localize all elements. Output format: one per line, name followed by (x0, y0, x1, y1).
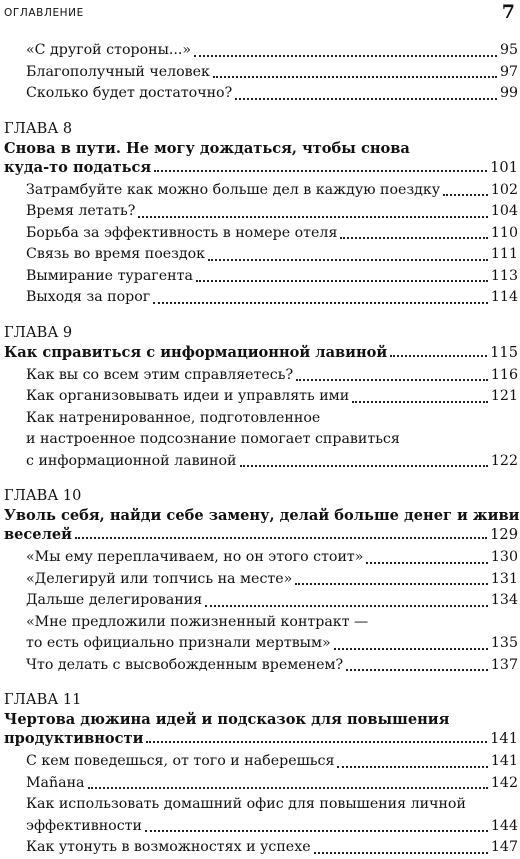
toc-entry-page: 121 (490, 388, 518, 404)
chapter-title-line: веселей (4, 526, 72, 543)
intro-entries (0, 40, 520, 105)
toc-entry-title: Борьба за эффективность в номере отеля (26, 224, 338, 241)
toc-entry-title: С кем поведешься, от того и наберешься (26, 753, 335, 769)
leader-dots (205, 604, 488, 607)
leader-dots (443, 193, 488, 196)
toc-entry (0, 287, 520, 309)
toc-entry-title: «Мы ему переплачиваем, но он этого стоит» (26, 549, 364, 565)
toc-entry-page: 99 (499, 85, 518, 101)
toc-entry (0, 223, 520, 245)
toc-entry-page: 102 (490, 181, 518, 198)
toc-entry-title: Вымирание турагента (26, 267, 193, 284)
leader-dots (334, 647, 488, 650)
toc-entry-title: «Делегируй или топчись на месте» (26, 570, 293, 587)
chapter-label: ГЛАВА 8 (4, 120, 73, 137)
toc-entry (0, 408, 520, 473)
toc-entry (0, 751, 520, 773)
leader-dots (240, 464, 488, 467)
chapter-title-line: Снова в пути. Не могу дождаться, чтобы снова (4, 139, 410, 157)
toc-entry (0, 180, 520, 202)
toc-entry-page: 116 (490, 366, 518, 383)
chapter-title-line: Как справиться с информационной лавиной (4, 343, 388, 361)
leader-dots (146, 740, 487, 743)
toc-entry (0, 244, 520, 266)
toc-entry-page: 111 (490, 246, 518, 262)
leader-dots (213, 75, 497, 78)
toc-entry-title: Связь во время поездок (26, 246, 206, 262)
chapter-title-line: куда-то податься (4, 158, 152, 176)
toc-entry-page: 147 (490, 839, 518, 855)
toc-entry-title: Сколько будет достаточно? (26, 85, 233, 101)
chapter-page: 101 (490, 158, 518, 176)
toc-entry (0, 266, 520, 288)
leader-dots (337, 765, 488, 768)
chapter-page: 141 (490, 730, 518, 747)
chapter-page: 129 (490, 526, 518, 543)
toc-entry-title: Дальше делегирования (26, 592, 203, 608)
toc-entry-page: 137 (490, 656, 518, 673)
toc-entry (0, 612, 520, 655)
chapter-10 (0, 486, 520, 676)
chapter-title-line: продуктивности (4, 730, 144, 747)
toc-entry-page: 113 (490, 267, 518, 284)
chapter-label: ГЛАВА 9 (4, 324, 73, 341)
leader-dots (352, 400, 488, 403)
leader-dots (138, 215, 488, 218)
toc-entry (0, 365, 520, 387)
toc-entry-title: Выходя за порог (26, 289, 151, 305)
toc-entry-page: 122 (490, 452, 518, 469)
toc-entry (0, 201, 520, 223)
chapter-label: ГЛАВА 10 (4, 488, 82, 504)
toc-entry (0, 569, 520, 591)
toc-entry-page: 97 (499, 63, 518, 80)
toc-entry-title: Затрамбуйте как можно больше дел в каждую поездку (26, 181, 441, 198)
chapter-8 (0, 119, 520, 309)
toc-entry (0, 40, 520, 62)
toc-entry-title: Маñана (26, 774, 85, 791)
toc-entry-page: 95 (499, 42, 518, 58)
toc-entry-page: 135 (490, 635, 518, 651)
toc-entry-page: 142 (490, 774, 518, 791)
toc-entry-title-line: «Мне предложили пожизненный контракт — (26, 613, 369, 630)
leader-dots (145, 829, 488, 832)
table-of-contents (0, 40, 520, 859)
toc-entry-page: 141 (490, 753, 518, 769)
chapter-11 (0, 690, 520, 859)
toc-entry-page: 110 (490, 224, 518, 241)
toc-entry (0, 386, 520, 408)
toc-entry-title: Как организовывать идеи и управлять ими (26, 388, 350, 404)
toc-entry-title-line: с информационной лавиной (26, 452, 237, 469)
leader-dots (196, 279, 488, 282)
toc-entry (0, 655, 520, 677)
leader-dots (296, 378, 488, 381)
toc-entry-page: 131 (490, 570, 518, 587)
leader-dots (153, 301, 488, 304)
chapter-title (0, 506, 520, 544)
toc-entry-title-line: и настроенное подсознание помогает справиться (26, 431, 400, 447)
chapter-title (0, 139, 520, 177)
toc-entry (0, 837, 520, 859)
toc-entry-title: Благополучный человек (26, 63, 210, 80)
leader-dots (88, 786, 488, 789)
leader-dots (390, 354, 487, 357)
leader-dots (366, 561, 487, 564)
chapter-title-line: Чертова дюжина идей и подсказок для повышения (4, 711, 450, 728)
leader-dots (314, 851, 488, 854)
toc-entry-page: 134 (490, 592, 518, 608)
toc-entry-title-line: Как использовать домашний офис для повышения личной (26, 796, 466, 812)
toc-entry-title: Что делать с высвобожденным временем? (26, 656, 344, 673)
leader-dots (208, 258, 488, 261)
leader-dots (295, 582, 488, 585)
chapter-page: 115 (490, 343, 518, 361)
chapter-title-line: Уволь себя, найди себе замену, делай больше денег и живи (4, 507, 520, 524)
toc-entry (0, 62, 520, 84)
toc-entry-title: Как утонуть в возможностях и успехе (26, 839, 311, 855)
leader-dots (346, 668, 488, 671)
toc-entry-title: «С другой стороны...» (26, 42, 192, 58)
toc-entry-page: 144 (490, 817, 518, 834)
toc-entry-page: 130 (490, 549, 518, 565)
running-header: ОГЛАВЛЕНИЕ (4, 7, 84, 19)
toc-entry (0, 547, 520, 569)
chapter-title (0, 343, 520, 362)
page-number: 7 (501, 1, 515, 23)
toc-entry-page: 104 (490, 203, 518, 219)
toc-entry (0, 794, 520, 837)
chapter-label: ГЛАВА 11 (4, 692, 82, 708)
chapter-9 (0, 323, 520, 473)
toc-entry (0, 773, 520, 795)
toc-entry (0, 590, 520, 612)
toc-entry-title: Время летать? (26, 203, 136, 219)
toc-entry-title-line: то есть официально признали мертвым» (26, 635, 331, 651)
toc-entry-title: Как вы со всем этим справляетесь? (26, 366, 294, 383)
toc-entry-title-line: эффективности (26, 817, 142, 834)
toc-entry (0, 83, 520, 105)
leader-dots (154, 169, 487, 172)
leader-dots (235, 97, 497, 100)
leader-dots (194, 54, 497, 57)
chapter-title (0, 710, 520, 748)
leader-dots (340, 236, 488, 239)
toc-entry-page: 114 (490, 289, 518, 305)
leader-dots (75, 536, 487, 539)
toc-entry-title-line: Как натренированное, подготовленное (26, 409, 321, 426)
